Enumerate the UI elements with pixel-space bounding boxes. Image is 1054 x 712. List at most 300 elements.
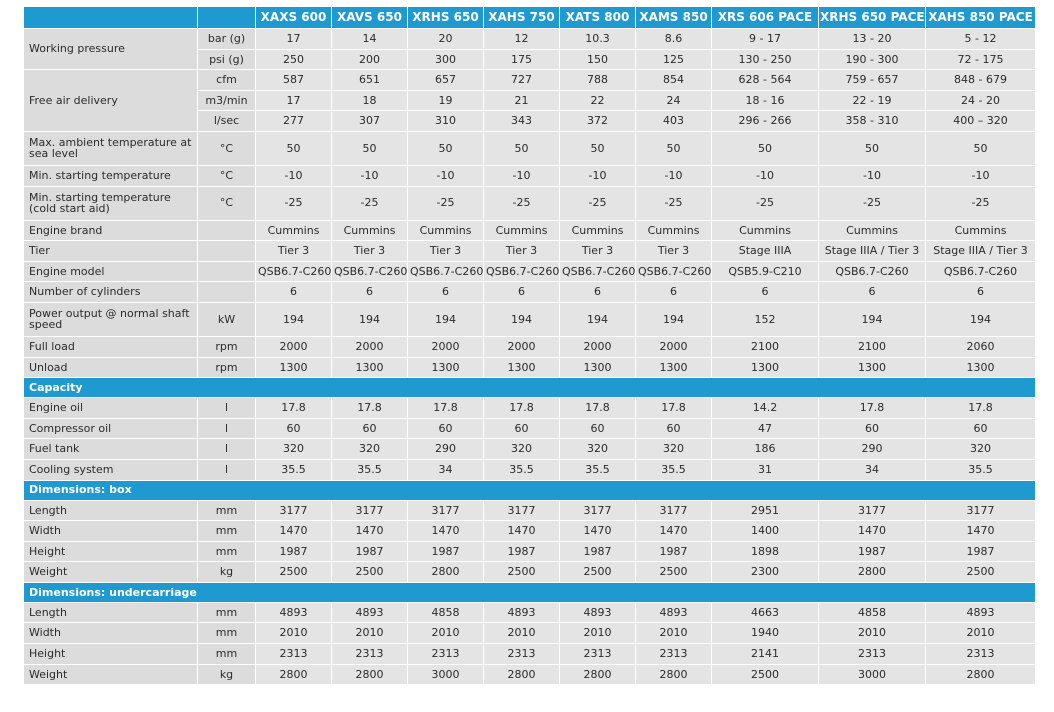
cell-value: 1987 [408,542,484,563]
header-blank-unit [198,7,256,29]
cell-value: 307 [332,111,408,132]
cell-value: 310 [408,111,484,132]
row-unit: psi (g) [198,50,256,71]
cell-value: 22 - 19 [819,91,926,112]
cell-value: QSB6.7-C260 [560,262,636,283]
section-header-row [24,378,1036,398]
cell-value: -25 [712,187,819,221]
cell-value: 1400 [712,521,819,542]
cell-value: 50 [636,132,712,166]
row-unit: °C [198,166,256,187]
cell-value: 14.2 [712,398,819,419]
row-label: Compressor oil [24,419,198,440]
cell-value: 194 [926,303,1036,337]
cell-value: -10 [256,166,332,187]
cell-value: 1987 [636,542,712,563]
cell-value: 2313 [484,644,560,665]
section-title: Capacity [24,378,1036,398]
cell-value: 1300 [256,358,332,379]
cell-value: 2313 [408,644,484,665]
table-row [24,460,1036,481]
cell-value: 1987 [256,542,332,563]
cell-value: 17 [256,29,332,50]
cell-value: 194 [332,303,408,337]
row-unit: mm [198,501,256,522]
cell-value: 3177 [256,501,332,522]
cell-value: 2500 [636,562,712,583]
table-row [24,501,1036,522]
cell-value: 18 [332,91,408,112]
cell-value: 19 [408,91,484,112]
row-unit: l [198,460,256,481]
cell-value: 2500 [484,562,560,583]
cell-value: QSB6.7-C260 [926,262,1036,283]
cell-value: 2000 [332,337,408,358]
cell-value: 1300 [926,358,1036,379]
cell-value: 2800 [926,665,1036,686]
cell-value: 1987 [332,542,408,563]
cell-value: 72 - 175 [926,50,1036,71]
cell-value: 194 [408,303,484,337]
table-row [24,665,1036,686]
cell-value: 343 [484,111,560,132]
cell-value: 6 [819,282,926,303]
cell-value: 1300 [484,358,560,379]
cell-value: 2800 [256,665,332,686]
cell-value: -25 [636,187,712,221]
cell-value: 2500 [560,562,636,583]
cell-value: 3177 [408,501,484,522]
cell-value: 6 [408,282,484,303]
row-unit [198,282,256,303]
cell-value: Cummins [926,221,1036,242]
row-label: Free air delivery [24,70,198,132]
row-label: Working pressure [24,29,198,70]
cell-value: 5 - 12 [926,29,1036,50]
cell-value: 3177 [819,501,926,522]
row-unit: kg [198,665,256,686]
cell-value: 296 - 266 [712,111,819,132]
cell-value: 1470 [484,521,560,542]
cell-value: 320 [926,439,1036,460]
cell-value: 50 [408,132,484,166]
cell-value: Cummins [408,221,484,242]
cell-value: Cummins [712,221,819,242]
cell-value: 50 [484,132,560,166]
cell-value: 2000 [484,337,560,358]
table-row [24,29,1036,50]
row-label: Cooling system [24,460,198,481]
cell-value: 194 [819,303,926,337]
cell-value: -25 [256,187,332,221]
cell-value: 60 [408,419,484,440]
cell-value: 17.8 [484,398,560,419]
cell-value: 60 [560,419,636,440]
cell-value: 2010 [560,623,636,644]
row-unit: cfm [198,70,256,91]
row-unit: kg [198,562,256,583]
cell-value: Tier 3 [256,241,332,262]
row-label: Height [24,644,198,665]
cell-value: 150 [560,50,636,71]
section-title: Dimensions: box [24,481,1036,501]
row-label: Engine oil [24,398,198,419]
row-label: Tier [24,241,198,262]
cell-value: 1987 [560,542,636,563]
cell-value: 2313 [332,644,408,665]
table-row [24,419,1036,440]
cell-value: 1987 [926,542,1036,563]
cell-value: 788 [560,70,636,91]
cell-value: 759 - 657 [819,70,926,91]
row-unit [198,241,256,262]
cell-value: 50 [926,132,1036,166]
cell-value: Cummins [636,221,712,242]
cell-value: 2010 [819,623,926,644]
cell-value: 2800 [484,665,560,686]
cell-value: 3000 [408,665,484,686]
row-unit: l [198,439,256,460]
cell-value: 587 [256,70,332,91]
cell-value: 2800 [819,562,926,583]
cell-value: 8.6 [636,29,712,50]
cell-value: 1300 [636,358,712,379]
cell-value: 2000 [560,337,636,358]
cell-value: 35.5 [560,460,636,481]
cell-value: 4893 [926,603,1036,624]
cell-value: 60 [636,419,712,440]
cell-value: 4858 [819,603,926,624]
cell-value: 60 [332,419,408,440]
cell-value: 130 - 250 [712,50,819,71]
cell-value: 403 [636,111,712,132]
cell-value: QSB6.7-C260 [484,262,560,283]
row-unit: l/sec [198,111,256,132]
row-label: Height [24,542,198,563]
row-label: Number of cylinders [24,282,198,303]
column-header: XRHS 650 [408,7,484,29]
cell-value: 125 [636,50,712,71]
cell-value: 4893 [256,603,332,624]
row-unit: mm [198,644,256,665]
cell-value: 22 [560,91,636,112]
column-header: XAMS 850 [636,7,712,29]
cell-value: 21 [484,91,560,112]
cell-value: -25 [819,187,926,221]
cell-value: QSB6.7-C260 [332,262,408,283]
cell-value: 3177 [484,501,560,522]
cell-value: 1300 [408,358,484,379]
row-label: Unload [24,358,198,379]
cell-value: 2100 [712,337,819,358]
cell-value: 290 [819,439,926,460]
cell-value: -10 [819,166,926,187]
row-label: Engine brand [24,221,198,242]
table-row [24,439,1036,460]
table-row [24,187,1036,221]
cell-value: QSB6.7-C260 [819,262,926,283]
cell-value: 4893 [636,603,712,624]
cell-value: 2313 [819,644,926,665]
table-row [24,70,1036,91]
cell-value: 3000 [819,665,926,686]
cell-value: 60 [926,419,1036,440]
cell-value: 4893 [332,603,408,624]
table-row [24,337,1036,358]
cell-value: 17.8 [819,398,926,419]
table-row [24,132,1036,166]
table-row [24,166,1036,187]
table-row [24,521,1036,542]
row-label: Weight [24,562,198,583]
cell-value: 152 [712,303,819,337]
row-label: Max. ambient temperature at sea level [24,132,198,166]
cell-value: -10 [332,166,408,187]
cell-value: 320 [484,439,560,460]
cell-value: 848 - 679 [926,70,1036,91]
cell-value: 3177 [332,501,408,522]
cell-value: -10 [712,166,819,187]
cell-value: 2010 [256,623,332,644]
cell-value: -25 [484,187,560,221]
cell-value: 300 [408,50,484,71]
cell-value: 2100 [819,337,926,358]
row-unit [198,262,256,283]
cell-value: 2141 [712,644,819,665]
cell-value: 1987 [484,542,560,563]
cell-value: Tier 3 [408,241,484,262]
cell-value: 35.5 [636,460,712,481]
cell-value: 4893 [560,603,636,624]
cell-value: 1470 [560,521,636,542]
cell-value: Cummins [256,221,332,242]
cell-value: Stage IIIA [712,241,819,262]
cell-value: 9 - 17 [712,29,819,50]
cell-value: -10 [926,166,1036,187]
cell-value: 2313 [560,644,636,665]
cell-value: 17.8 [408,398,484,419]
cell-value: Cummins [332,221,408,242]
cell-value: 854 [636,70,712,91]
cell-value: 6 [712,282,819,303]
cell-value: 194 [636,303,712,337]
row-unit: mm [198,521,256,542]
column-header: XRHS 650 PACE [819,7,926,29]
cell-value: 24 [636,91,712,112]
cell-value: 18 - 16 [712,91,819,112]
cell-value: 1470 [926,521,1036,542]
cell-value: 194 [560,303,636,337]
cell-value: 4663 [712,603,819,624]
cell-value: Tier 3 [636,241,712,262]
cell-value: 2800 [560,665,636,686]
section-title: Dimensions: undercarriage [24,583,1036,603]
cell-value: 17.8 [926,398,1036,419]
cell-value: 60 [484,419,560,440]
header-blank-label [24,7,198,29]
table-row [24,623,1036,644]
cell-value: Cummins [484,221,560,242]
cell-value: 2313 [256,644,332,665]
cell-value: 2010 [484,623,560,644]
row-unit: l [198,398,256,419]
cell-value: 2300 [712,562,819,583]
cell-value: Stage IIIA / Tier 3 [819,241,926,262]
cell-value: 35.5 [926,460,1036,481]
cell-value: -25 [408,187,484,221]
table-row [24,603,1036,624]
cell-value: 35.5 [484,460,560,481]
cell-value: QSB6.7-C260 [636,262,712,283]
cell-value: 35.5 [256,460,332,481]
cell-value: 1470 [819,521,926,542]
row-unit: l [198,419,256,440]
cell-value: 3177 [560,501,636,522]
cell-value: QSB5.9-C210 [712,262,819,283]
cell-value: 2000 [256,337,332,358]
cell-value: 186 [712,439,819,460]
row-unit [198,221,256,242]
cell-value: 2800 [636,665,712,686]
row-unit: rpm [198,358,256,379]
cell-value: 31 [712,460,819,481]
cell-value: 4893 [484,603,560,624]
cell-value: Stage IIIA / Tier 3 [926,241,1036,262]
cell-value: 10.3 [560,29,636,50]
row-unit: mm [198,623,256,644]
table-row [24,358,1036,379]
cell-value: 24 - 20 [926,91,1036,112]
cell-value: 1470 [256,521,332,542]
column-header: XRS 606 PACE [712,7,819,29]
section-header-row [24,583,1036,603]
row-unit: rpm [198,337,256,358]
row-label: Min. starting temperature (cold start aid) [24,187,198,221]
spec-table [24,7,1036,685]
row-label: Length [24,603,198,624]
cell-value: 2500 [256,562,332,583]
cell-value: 400 – 320 [926,111,1036,132]
header-row [24,7,1036,29]
cell-value: 6 [484,282,560,303]
cell-value: 358 - 310 [819,111,926,132]
table-row [24,262,1036,283]
cell-value: -25 [332,187,408,221]
cell-value: 194 [256,303,332,337]
cell-value: 2313 [926,644,1036,665]
cell-value: 2800 [332,665,408,686]
row-label: Weight [24,665,198,686]
column-header: XAXS 600 [256,7,332,29]
cell-value: 1300 [560,358,636,379]
row-unit: kW [198,303,256,337]
cell-value: 17.8 [332,398,408,419]
table-row [24,241,1036,262]
cell-value: 2060 [926,337,1036,358]
cell-value: 34 [408,460,484,481]
cell-value: 6 [636,282,712,303]
cell-value: 320 [256,439,332,460]
table-row [24,303,1036,337]
cell-value: 2800 [408,562,484,583]
cell-value: 50 [819,132,926,166]
cell-value: 1470 [408,521,484,542]
row-label: Min. starting temperature [24,166,198,187]
cell-value: 3177 [636,501,712,522]
cell-value: 13 - 20 [819,29,926,50]
cell-value: 277 [256,111,332,132]
column-header: XATS 800 [560,7,636,29]
cell-value: -25 [926,187,1036,221]
cell-value: 50 [332,132,408,166]
cell-value: -10 [408,166,484,187]
cell-value: 2500 [712,665,819,686]
cell-value: 200 [332,50,408,71]
table-row [24,562,1036,583]
table-row [24,542,1036,563]
row-label: Fuel tank [24,439,198,460]
cell-value: 175 [484,50,560,71]
row-label: Width [24,521,198,542]
cell-value: Cummins [819,221,926,242]
row-unit: m3/min [198,91,256,112]
cell-value: 50 [712,132,819,166]
cell-value: 657 [408,70,484,91]
cell-value: -10 [560,166,636,187]
cell-value: 6 [332,282,408,303]
row-unit: °C [198,132,256,166]
cell-value: 2951 [712,501,819,522]
cell-value: 1987 [819,542,926,563]
column-header: XAHS 850 PACE [926,7,1036,29]
cell-value: Cummins [560,221,636,242]
row-unit: bar (g) [198,29,256,50]
cell-value: 2010 [926,623,1036,644]
row-label: Engine model [24,262,198,283]
cell-value: 2010 [332,623,408,644]
cell-value: Tier 3 [484,241,560,262]
row-label: Power output @ normal shaft speed [24,303,198,337]
cell-value: 194 [484,303,560,337]
cell-value: 2500 [332,562,408,583]
cell-value: 3177 [926,501,1036,522]
cell-value: 2010 [636,623,712,644]
cell-value: -10 [636,166,712,187]
cell-value: 320 [332,439,408,460]
cell-value: QSB6.7-C260 [256,262,332,283]
row-label: Full load [24,337,198,358]
cell-value: 14 [332,29,408,50]
cell-value: 2313 [636,644,712,665]
row-label: Length [24,501,198,522]
cell-value: Tier 3 [332,241,408,262]
column-header: XAHS 750 [484,7,560,29]
table-row [24,644,1036,665]
cell-value: 35.5 [332,460,408,481]
cell-value: 1898 [712,542,819,563]
cell-value: 2000 [636,337,712,358]
cell-value: 20 [408,29,484,50]
cell-value: 250 [256,50,332,71]
cell-value: 17.8 [256,398,332,419]
cell-value: 1300 [819,358,926,379]
cell-value: 12 [484,29,560,50]
cell-value: 1300 [332,358,408,379]
cell-value: 47 [712,419,819,440]
cell-value: 17.8 [636,398,712,419]
cell-value: -25 [560,187,636,221]
cell-value: 50 [560,132,636,166]
